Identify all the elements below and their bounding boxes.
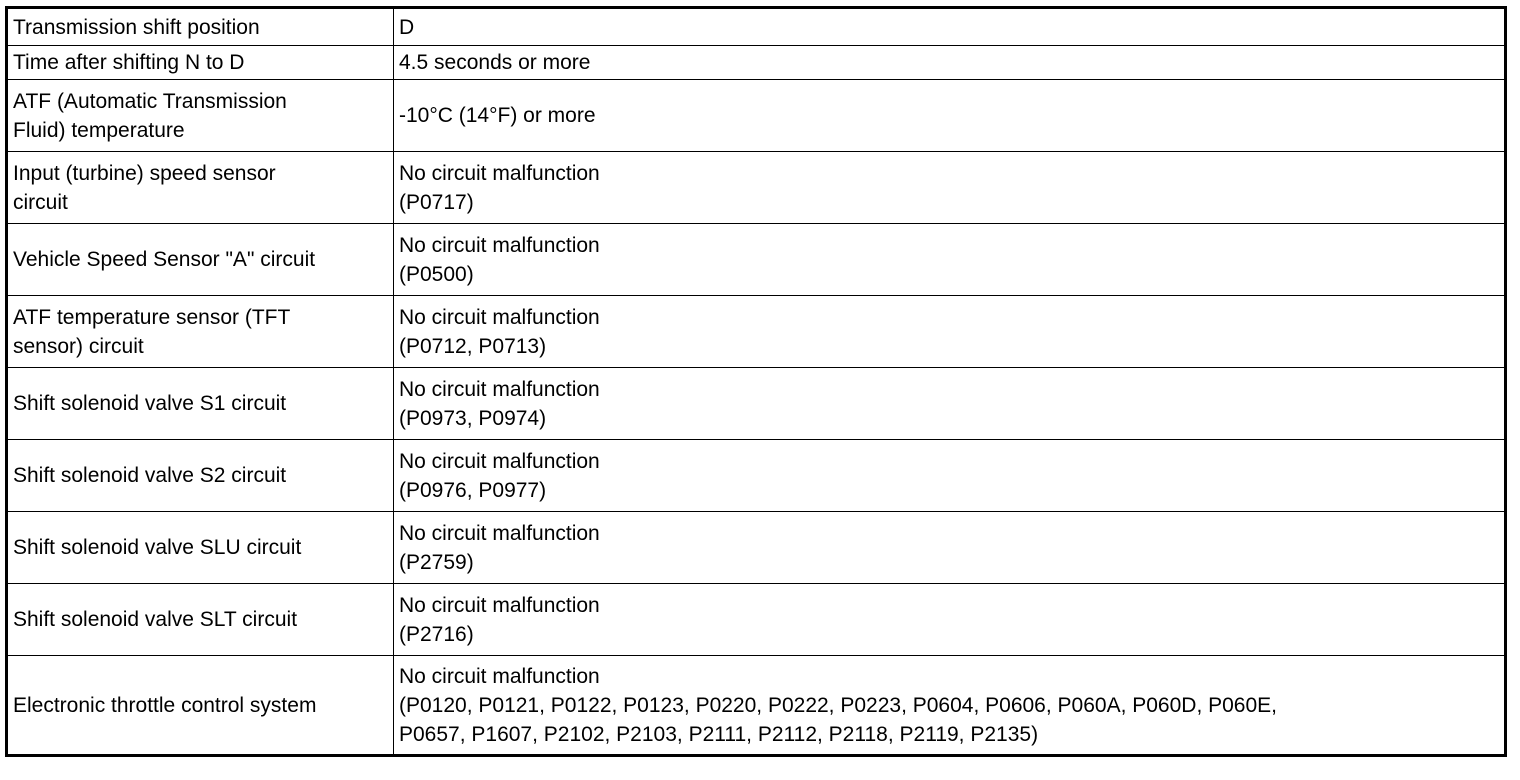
condition-spec: No circuit malfunction (P0120, P0121, P0122, P0123, P0220, P0222, P0223, P0604, P0606, P060A, P060D, P060E, P0657, P1607, P2102, P2103, P2111, P2112, P2118, P2119, P2135) (394, 656, 1506, 756)
condition-item: Shift solenoid valve S2 circuit (7, 440, 394, 512)
table-row (7, 152, 1506, 224)
condition-item: Electronic throttle control system (7, 656, 394, 756)
condition-spec: No circuit malfunction (P0712, P0713) (394, 296, 1506, 368)
table-row (7, 80, 1506, 152)
table-row (7, 512, 1506, 584)
condition-item: Shift solenoid valve SLU circuit (7, 512, 394, 584)
condition-item: Time after shifting N to D (7, 46, 394, 80)
conditions-table (5, 6, 1507, 757)
condition-spec: No circuit malfunction (P0500) (394, 224, 1506, 296)
table-row (7, 224, 1506, 296)
condition-item: Shift solenoid valve S1 circuit (7, 368, 394, 440)
condition-item: ATF temperature sensor (TFT sensor) circuit (7, 296, 394, 368)
condition-item: Vehicle Speed Sensor "A" circuit (7, 224, 394, 296)
condition-spec: No circuit malfunction (P0717) (394, 152, 1506, 224)
condition-item: Input (turbine) speed sensor circuit (7, 152, 394, 224)
condition-spec: 4.5 seconds or more (394, 46, 1506, 80)
table-row (7, 46, 1506, 80)
condition-spec: No circuit malfunction (P0973, P0974) (394, 368, 1506, 440)
condition-item: Shift solenoid valve SLT circuit (7, 584, 394, 656)
condition-item: ATF (Automatic Transmission Fluid) temperature (7, 80, 394, 152)
condition-spec: No circuit malfunction (P0976, P0977) (394, 440, 1506, 512)
condition-item: Transmission shift position (7, 8, 394, 46)
condition-spec: D (394, 8, 1506, 46)
table-row (7, 440, 1506, 512)
condition-spec: No circuit malfunction (P2759) (394, 512, 1506, 584)
table-row (7, 296, 1506, 368)
table-row (7, 368, 1506, 440)
condition-spec: -10°C (14°F) or more (394, 80, 1506, 152)
table-row (7, 656, 1506, 756)
condition-spec: No circuit malfunction (P2716) (394, 584, 1506, 656)
table-row (7, 584, 1506, 656)
table-row (7, 8, 1506, 46)
